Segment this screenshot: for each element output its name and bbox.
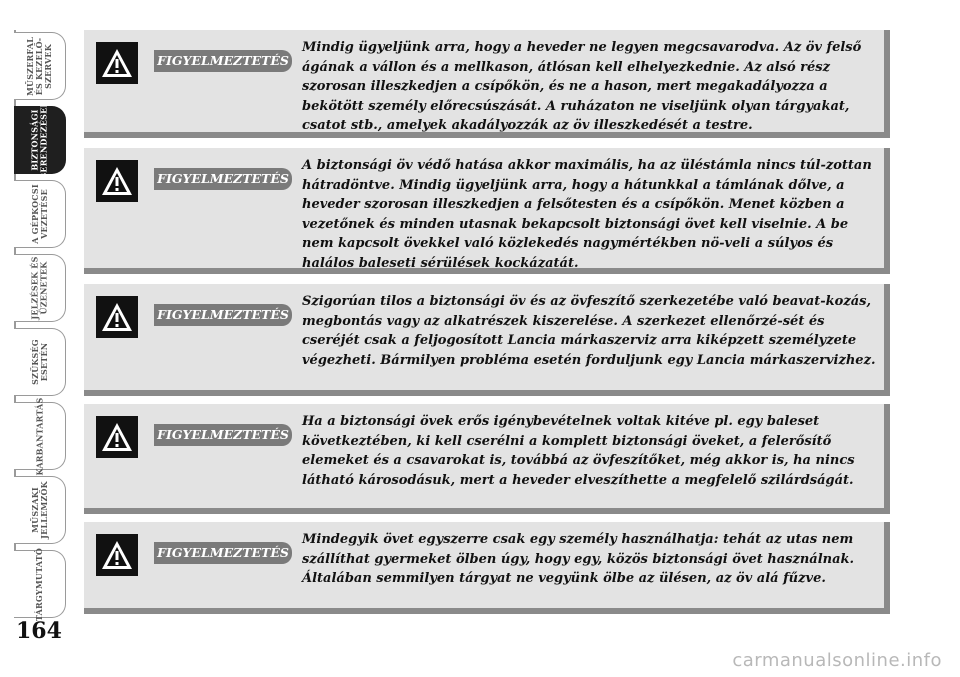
tab-label: MŰSZERFAL ÉS KEZELŐ- SZERVEK [25,36,54,96]
warning-triangle-icon [96,160,138,202]
tab-label: MŰSZAKI JELLEMZŐK [29,481,49,539]
warning-text: Mindig ügyeljünk arra, hogy a heveder ne legyen megcsavarodva. Az öv felső ágának a vállon és a mellkason, átlósan kell elhelyezkednie. Az alsó rész szorosan illeszkedjen a csípőkön, és ne a hason, mert megakadályozza a bekötött személy előrecsúszását. A ruházaton ne viseljünk olyan tárgyakat, csatot stb., amelyek akadályozzák az öv illeszkedését a testre. [302,40,862,134]
warning-box [84,522,890,614]
tab-karbantartas[interactable] [14,397,66,475]
tab-label: A GÉPKOCSI VEZETÉSE [29,184,49,244]
warning-triangle-icon [96,416,138,458]
page-number: 164 [16,618,62,644]
tab-jelzesek[interactable] [14,254,66,322]
warning-triangle-icon [96,42,138,84]
warning-label: FIGYELMEZTETÉS [154,542,292,564]
tab-gepkocsi-vezetese[interactable] [14,180,66,248]
warning-triangle-icon [96,296,138,338]
tab-label: TÁRGYMUTATÓ [34,547,44,621]
warning-text: A biztonsági öv védő hatása akkor maximális, ha az üléstámla nincs túl-zottan hátradöntve. Mindig ügyeljünk arra, hogy a hátunkkal a támlának dőlve, a heveder szorosan illeszkedjen a felsőtesten és a csípőkön. Menet közben a vezetőnek és minden utasnak bekapcsolt biztonsági övet kell viselnie. A be nem kapcsolt övekkel való közlekedés nagymértékben nö-veli a súlyos és halálos baleseti sérülések kockázatát. [302,158,872,271]
tab-muszaki-jellemzok[interactable] [14,476,66,544]
tab-label: JELZÉSEK ÉS ÜZENETEK [29,256,49,320]
warning-box [84,284,890,396]
watermark: carmanualsonline.info [732,650,942,671]
tab-muszerfal[interactable] [14,32,66,100]
warning-text: Mindegyik övet egyszerre csak egy személy használhatja: tehát az utas nem szállíthat gyermeket ölben úgy, hogy egy, közös biztonsági övet használnak. Általában semmilyen tárgyat ne vegyünk ölbe az ülésen, az öv alá fűzve. [302,532,855,587]
warning-text: Ha a biztonsági övek erős igénybevételnek voltak kitéve pl. egy baleset következtében, ki kell cserélni a komplett biztonsági öveket, a felerősítő elemeket és a csavarokat is, továbbá az övfeszítőket, még akkor is, ha nincs látható károsodásuk, mert a heveder elveszíthette a megfelelő szilárdságát. [302,414,855,488]
warning-box [84,148,890,274]
warning-box [84,404,890,514]
tab-szukseg-eseten[interactable] [14,328,66,396]
warning-triangle-icon [96,534,138,576]
tab-label: SZÜKSÉG ESETÉN [29,339,49,385]
warning-label: FIGYELMEZTETÉS [154,424,292,446]
tab-label: KARBANTARTÁS [34,397,44,475]
warning-label: FIGYELMEZTETÉS [154,304,292,326]
warning-label: FIGYELMEZTETÉS [154,168,292,190]
warning-text: Szigorúan tilos a biztonsági öv és az övfeszítő szerkezetébe való beavat-kozás, megbontás vagy az alkatrészek kiszerelése. A szerkezet ellenőrzé-sét és cseréjét csak a feljogosított Lancia márkaszerviz arra kiképzett személyzete végezheti. Bármilyen probléma esetén forduljunk egy Lancia márkaszervizhez. [302,294,876,368]
warning-label: FIGYELMEZTETÉS [154,50,292,72]
warning-box [84,30,890,138]
tab-label: BIZTONSÁGI BERENDEZÉSEK [29,100,49,180]
tab-targymutato[interactable] [14,547,66,621]
tab-biztonsagi-berendezesek[interactable] [14,100,66,180]
